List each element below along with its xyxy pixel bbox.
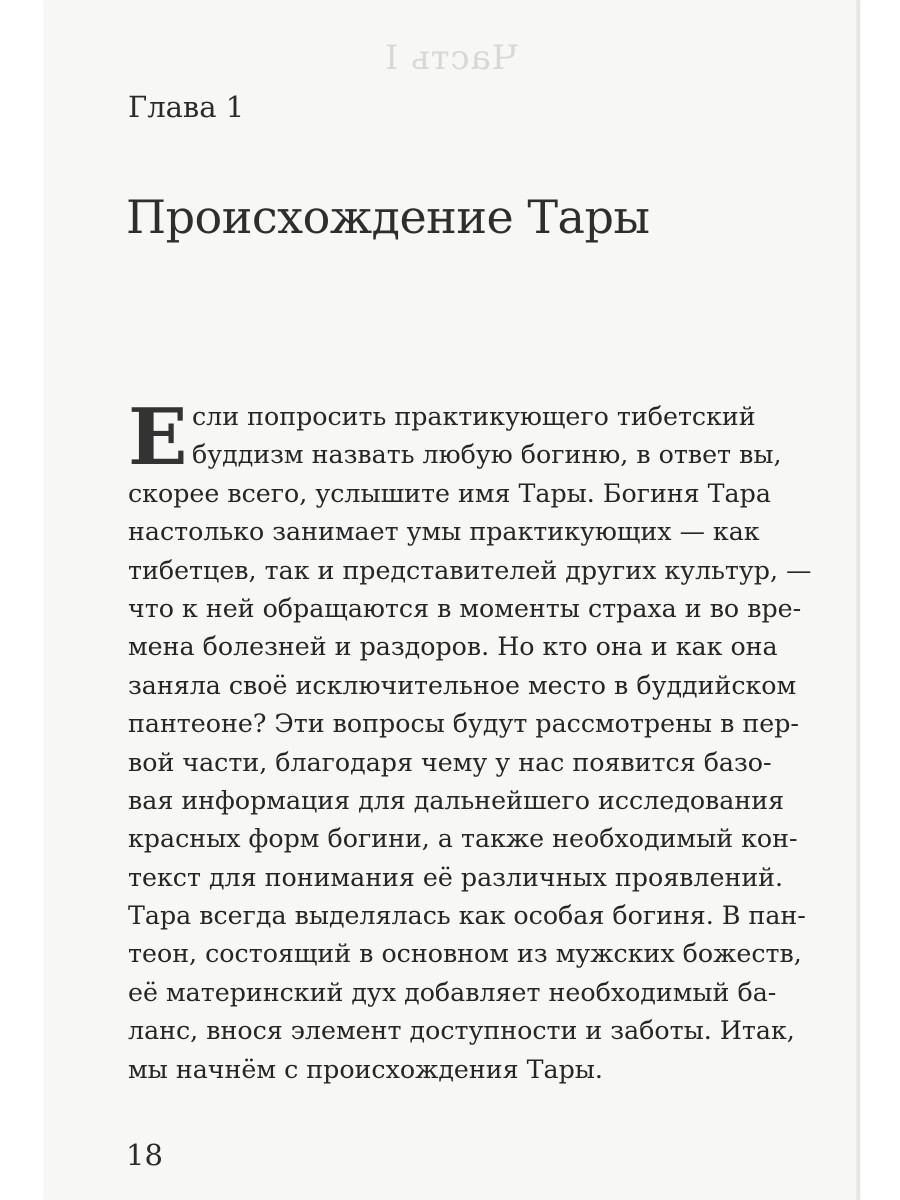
body-line: вой части, благодаря чему у нас появится базо- xyxy=(128,747,772,777)
body-line: её материнский дух добавляет необходимый ба- xyxy=(128,977,777,1007)
body-line: пантеоне? Эти вопросы будут рассмотрены в пер- xyxy=(128,709,799,739)
body-line: что к ней обращаются в моменты страха и во вре- xyxy=(128,593,802,623)
body-line: буддизм назвать любую богиню, в ответ вы, xyxy=(192,440,782,470)
page-edge xyxy=(856,0,860,1200)
body-line: теон, состоящий в основном из мужских божеств, xyxy=(128,939,802,969)
book-page xyxy=(44,0,860,1200)
body-line: текст для понимания её различных проявлений. xyxy=(128,862,784,892)
page-number: 18 xyxy=(126,1138,163,1172)
body-line: скорее всего, услышите имя Тары. Богиня Тара xyxy=(128,478,771,508)
chapter-label: Глава 1 xyxy=(128,90,245,124)
body-line: мы начнём с происхождения Тары. xyxy=(128,1054,603,1084)
body-line: вая информация для дальнейшего исследования xyxy=(128,785,785,815)
body-line: мена болезней и раздоров. Но кто она и как она xyxy=(128,632,778,662)
body-line: тибетцев, так и представителей других культур, — xyxy=(128,555,812,585)
drop-cap: Е xyxy=(128,392,188,483)
body-line: заняла своё исключительное место в буддийском xyxy=(128,670,797,700)
body-line: Тара всегда выделялась как особая богиня. В пан- xyxy=(128,901,806,931)
body-line: ланс, внося элемент доступности и заботы. Итак, xyxy=(128,1016,795,1046)
body-line: сли попросить практикующего тибетский xyxy=(192,402,756,431)
body-line: красных форм богини, а также необходимый кон- xyxy=(128,824,798,854)
body-paragraph xyxy=(128,392,834,1089)
show-through-part-label: Часть I xyxy=(384,38,519,78)
chapter-title: Происхождение Тары xyxy=(126,190,650,244)
body-line: настолько занимает умы практикующих — как xyxy=(128,517,760,547)
